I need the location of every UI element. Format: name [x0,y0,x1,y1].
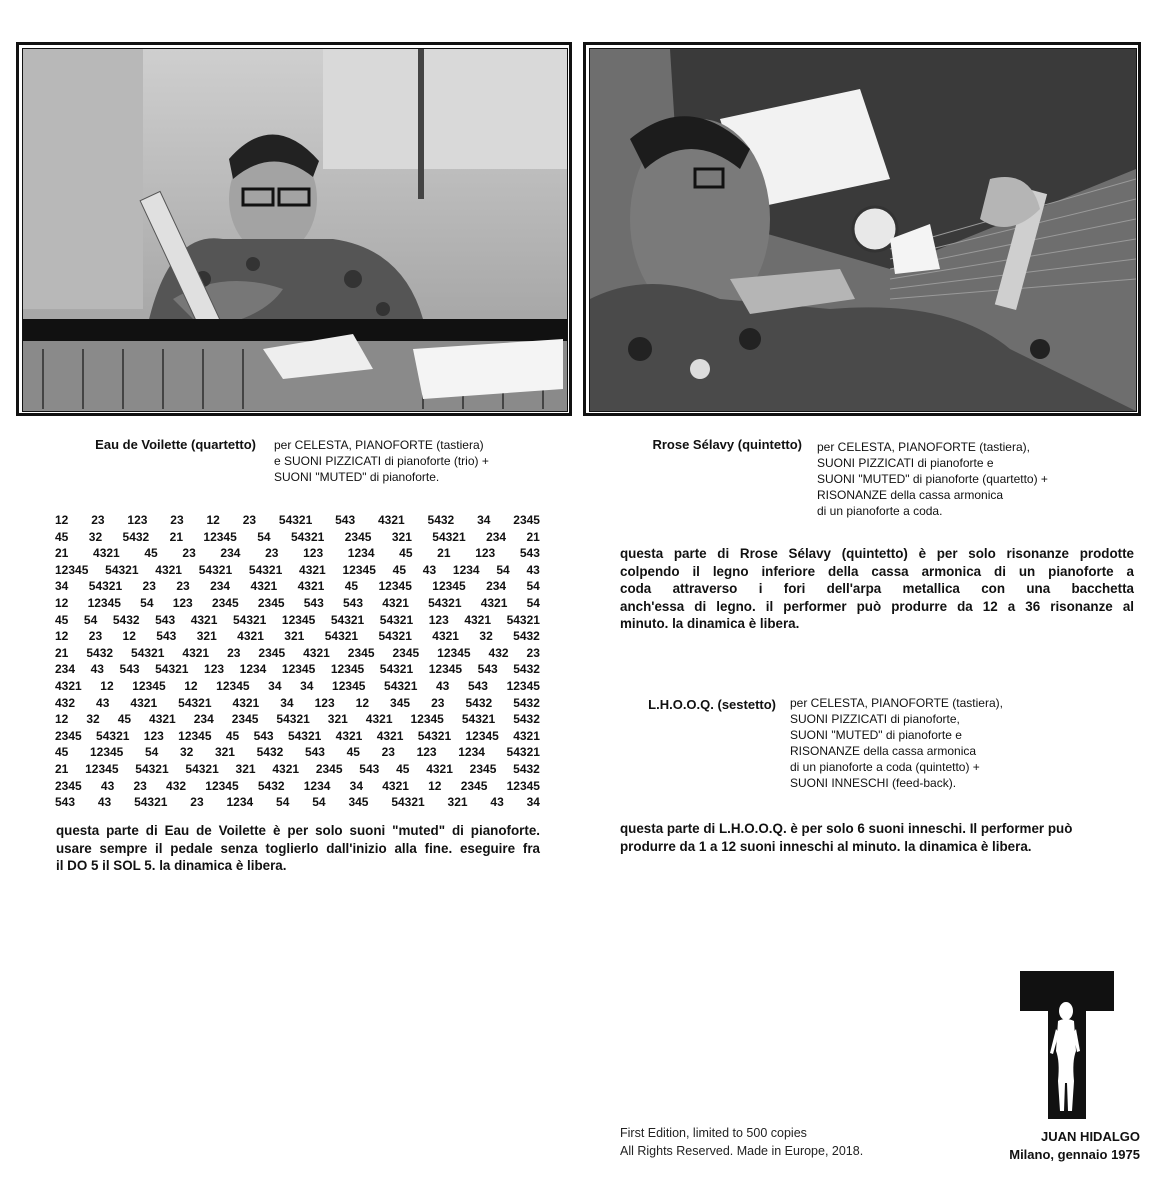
instrumentation-line: per CELESTA, PIANOFORTE (tastiera), [817,440,1030,454]
number-cell: 23 [182,546,196,561]
number-cell: 12 [100,678,114,693]
number-cell: 12345 [428,662,463,677]
number-cell: 54 [312,795,326,810]
number-cell: 4321 [377,513,405,527]
number-cell: 43 [490,795,504,810]
number-cell: 543 [119,662,140,677]
note-line: questa parte di Eau de Voilette è per solo suoni "muted" di pianoforte. [56,823,540,838]
number-cell: 23 [88,629,103,644]
number-cell: 54321 [330,612,365,627]
number-cell: 12345 [332,678,366,693]
number-cell: 234 [486,579,507,594]
number-cell: 2345 [460,778,488,793]
number-cell: 5432 [513,712,540,727]
number-cell: 234 [220,546,241,561]
number-cell: 2345 [258,645,286,660]
number-cell: 4321 [335,728,363,743]
number-cell: 43 [100,778,115,793]
number-cell: 12345 [85,761,119,776]
number-cell: 54321 [287,728,322,743]
number-cell: 12 [206,513,220,527]
number-cell: 543 [359,761,380,776]
instrumentation-line: e SUONI PIZZICATI di pianoforte (trio) + [274,454,489,468]
number-row [55,512,540,529]
piece-title-rrose-selavy: Rrose Sélavy (quintetto) [652,437,802,452]
number-cell: 12 [122,629,136,644]
number-cell: 4321 [149,712,176,727]
number-cell: 4321 [55,678,82,693]
number-cell: 54321 [178,695,212,710]
number-cell: 54321 [198,562,233,577]
number-cell: 543 [477,662,498,677]
number-cell: 4321 [513,728,540,743]
number-row [55,529,540,546]
number-cell: 234 [210,579,231,594]
number-cell: 54321 [428,595,462,610]
number-cell: 345 [348,795,369,810]
number-cell: 4321 [480,595,508,610]
number-cell: 321 [327,712,348,727]
number-cell: 5432 [427,513,455,527]
number-cell: 54321 [461,712,496,727]
number-cell: 45 [392,562,406,577]
number-cell: 54 [526,595,540,610]
number-cell: 23 [133,778,147,793]
number-cell: 54 [257,529,271,544]
note-line: minuto. la dinamica è libera. [620,616,800,631]
number-cell: 5432 [86,645,114,660]
number-cell: 21 [526,529,540,544]
number-cell: 23 [142,579,156,594]
photo-composer-writing [16,42,572,416]
instrumentation-line: SUONI INNESCHI (feed-back). [790,776,957,790]
number-cell: 43 [435,678,450,693]
number-cell: 54321 [432,529,466,544]
number-cell: 4321 [297,579,325,594]
number-cell: 2345 [392,645,420,660]
number-cell: 5432 [257,778,285,793]
number-row [55,778,540,795]
number-cell: 2345 [231,712,259,727]
number-cell: 54321 [131,645,165,660]
number-cell: 12345 [432,579,466,594]
number-cell: 543 [155,612,176,627]
number-cell: 4321 [432,629,459,644]
number-cell: 123 [314,695,335,710]
number-cell: 54321 [378,629,412,644]
number-cell: 123 [303,546,324,561]
instrumentation-line: SUONI "MUTED" di pianoforte (quartetto) + [817,472,1048,486]
number-cell: 23 [381,745,395,760]
number-cell: 2345 [315,761,343,776]
note-line: anch'essa di legno. il performer può produrre da 12 a 36 risonanze al [620,598,1134,614]
number-cell: 34 [477,513,491,527]
number-cell: 45 [55,529,69,544]
number-cell: 2345 [513,513,540,527]
number-row [55,562,540,579]
number-cell: 12 [428,778,442,793]
number-cell: 54321 [135,761,169,776]
number-cell: 12345 [132,678,166,693]
number-cell: 12345 [203,529,237,544]
number-row [55,695,540,712]
number-cell: 54 [526,579,540,594]
number-cell: 4321 [382,778,409,793]
photo-piano-man-writing [23,49,567,411]
number-cell: 23 [176,579,190,594]
number-cell: 12 [55,629,69,644]
number-cell: 234 [486,529,507,544]
number-cell: 4321 [272,761,300,776]
number-cell: 12345 [178,728,212,743]
number-cell: 432 [166,778,187,793]
number-cell: 4321 [130,695,158,710]
number-cell: 123 [172,595,193,610]
number-cell: 2345 [347,645,375,660]
number-cell: 45 [55,745,69,760]
number-row [55,761,540,778]
edition-line: First Edition, limited to 500 copies [620,1126,807,1140]
number-cell: 32 [179,745,194,760]
instrumentation-eau-de-voilette [274,437,489,485]
number-cell: 4321 [464,612,492,627]
number-cell: 43 [526,562,540,577]
number-cell: 2345 [55,728,82,743]
number-cell: 4321 [303,645,330,660]
number-cell: 45 [225,728,240,743]
number-cell: 12 [55,595,69,610]
number-row [55,628,540,645]
number-cell: 5432 [513,662,540,677]
number-cell: 32 [88,529,103,544]
number-row [55,612,540,629]
number-cell: 54321 [506,612,540,627]
number-cell: 1234 [347,546,375,561]
number-cell: 54321 [391,795,425,810]
number-cell: 123 [428,612,449,627]
number-cell: 54 [276,795,290,810]
number-cell: 5432 [465,695,493,710]
number-cell: 12345 [342,562,376,577]
number-cell: 54321 [155,662,189,677]
note-line: colpendo il legno inferiore della cassa armonica di un pianoforte a [620,563,1134,579]
number-cell: 2345 [55,778,82,793]
number-cell: 4321 [182,645,210,660]
instrumentation-line: per CELESTA, PIANOFORTE (tastiera), [790,696,1003,710]
number-cell: 12345 [216,678,250,693]
number-cell: 123 [127,513,148,527]
number-cell: 321 [391,529,412,544]
number-cell: 12345 [506,778,540,793]
number-cell: 54321 [276,712,310,727]
number-cell: 34 [55,579,69,594]
number-cell: 45 [399,546,413,561]
number-cell: 1234 [303,778,331,793]
number-cell: 4321 [376,728,404,743]
number-cell: 54 [140,595,154,610]
number-cell: 54321 [379,662,414,677]
number-cell: 4321 [382,595,409,610]
number-cell: 2345 [257,595,285,610]
author-name: JUAN HIDALGO [1041,1129,1140,1144]
number-row [55,578,540,595]
number-cell: 4321 [190,612,218,627]
number-cell: 4321 [250,579,278,594]
number-row [55,678,540,695]
number-cell: 345 [390,695,411,710]
author-place-date: Milano, gennaio 1975 [1009,1147,1140,1162]
number-cell: 54321 [88,579,123,594]
number-cell: 12 [55,513,69,527]
number-row [55,711,540,728]
number-cell: 12345 [465,728,499,743]
instrumentation-line: di un pianoforte a coda (quintetto) + [790,760,980,774]
instrumentation-line: SUONI "MUTED" di pianoforte. [274,470,440,484]
number-cell: 21 [55,546,69,561]
instrumentation-line: SUONI PIZZICATI di pianoforte e [817,456,994,470]
number-cell: 12345 [330,662,365,677]
instrumentation-lhooq [790,695,1003,791]
number-row [55,645,540,662]
number-cell: 12345 [55,562,89,577]
number-cell: 5432 [256,745,284,760]
number-cell: 543 [304,745,325,760]
number-cell: 34 [300,678,314,693]
number-cell: 43 [96,695,110,710]
number-cell: 23 [242,513,257,527]
author-signature [968,1128,1140,1164]
number-cell: 543 [335,513,356,527]
number-cell: 5432 [513,629,540,644]
edition-info [620,1124,863,1160]
number-cell: 12 [55,712,69,727]
number-row [55,595,540,612]
number-cell: 54321 [384,678,418,693]
number-cell: 123 [204,662,225,677]
number-cell: 23 [91,513,105,527]
number-cell: 321 [447,795,468,810]
number-cell: 12345 [506,678,540,693]
number-row [55,661,540,678]
number-row [55,728,540,745]
number-cell: 12 [184,678,198,693]
number-cell: 321 [196,629,217,644]
number-cell: 21 [55,645,69,660]
note-rrose-selavy [620,545,1134,633]
number-cell: 321 [214,745,235,760]
piece-title-eau-de-voilette: Eau de Voilette (quartetto) [95,437,256,452]
number-cell: 4321 [299,562,326,577]
number-cell: 45 [117,712,132,727]
number-cell: 234 [55,662,76,677]
number-cell: 4321 [232,695,260,710]
number-cell: 12345 [89,745,124,760]
number-cell: 12345 [205,778,239,793]
number-cell: 43 [422,562,437,577]
number-cell: 45 [55,612,69,627]
number-cell: 123 [416,745,437,760]
number-cell: 1234 [458,745,485,760]
number-cell: 34 [349,778,364,793]
number-cell: 45 [346,745,360,760]
number-cell: 12345 [87,595,121,610]
number-row [55,794,540,811]
number-cell: 543 [253,728,274,743]
number-cell: 45 [344,579,359,594]
number-cell: 34 [526,795,540,810]
number-cell: 12 [355,695,370,710]
number-cell: 32 [86,712,100,727]
note-line: questa parte di Rrose Sélavy (quintetto) è per solo risonanze prodotte [620,546,1134,561]
number-cell: 12345 [281,612,316,627]
number-cell: 543 [519,546,540,561]
number-cell: 23 [227,645,241,660]
number-cell: 23 [170,513,184,527]
number-cell: 32 [479,629,493,644]
number-cell: 54 [496,562,510,577]
number-cell: 34 [280,695,294,710]
number-cell: 45 [396,761,410,776]
number-row [55,545,540,562]
number-cell: 5432 [122,529,150,544]
number-cell: 123 [143,728,164,743]
number-cell: 321 [235,761,256,776]
number-cell: 1234 [226,795,254,810]
instrumentation-line: RISONANZE della cassa armonica [790,744,977,758]
number-cell: 21 [169,529,183,544]
number-cell: 54321 [417,728,452,743]
number-cell: 54321 [185,761,219,776]
instrumentation-line: SUONI "MUTED" di pianoforte e [790,728,962,742]
number-cell: 432 [488,645,509,660]
photo-piano-man-stopwatch [590,49,1136,411]
number-cell: 4321 [365,712,393,727]
note-line: produrre da 1 a 12 suoni inneschi al minuto. la dinamica è libera. [620,838,1032,854]
number-cell: 234 [193,712,214,727]
note-eau-de-voilette [56,822,540,875]
number-cell: 43 [90,662,104,677]
number-cell: 12345 [281,662,316,677]
photo-composer-at-piano-strings [583,42,1141,416]
number-cell: 54321 [278,513,313,527]
number-cell: 54 [83,612,98,627]
number-cell: 321 [284,629,305,644]
number-cell: 23 [431,695,445,710]
note-line: usare sempre il pedale senza toglierlo dall'inizio alla fine. eseguire fra [56,840,540,856]
instrumentation-line: per CELESTA, PIANOFORTE (tastiera) [274,438,484,452]
number-cell: 54321 [134,795,168,810]
number-cell: 2345 [211,595,239,610]
number-cell: 1234 [452,562,480,577]
number-cell: 23 [190,795,204,810]
number-cell: 2345 [469,761,497,776]
instrumentation-line: di un pianoforte a coda. [817,504,943,518]
number-cell: 45 [144,546,158,561]
note-line: questa parte di L.H.O.O.Q. è per solo 6 suoni inneschi. Il performer può [620,821,1073,836]
number-cell: 4321 [155,562,182,577]
instrumentation-rrose-selavy [817,439,1048,519]
number-cell: 54321 [248,562,283,577]
number-cell: 543 [342,595,364,610]
number-cell: 54321 [290,529,325,544]
number-cell: 4321 [426,761,453,776]
number-cell: 543 [303,595,324,610]
number-cell: 432 [55,695,76,710]
number-cell: 1234 [239,662,267,677]
number-cell: 5432 [513,695,540,710]
number-cell: 54 [144,745,159,760]
number-cell: 12345 [378,579,412,594]
number-cell: 54321 [96,728,130,743]
number-cell: 54321 [506,745,540,760]
instrumentation-line: RISONANZE della cassa armonica [817,488,1004,502]
note-line: coda attraverso i fori dell'arpa metallica con una bacchetta [620,581,1134,596]
number-cell: 54321 [324,629,359,644]
number-cell: 43 [97,795,112,810]
number-cell: 23 [526,645,540,660]
zaj-t-logo-icon [1020,971,1114,1119]
number-cell: 23 [265,546,279,561]
number-cell: 54321 [232,612,267,627]
note-line: il DO 5 il SOL 5. la dinamica è libera. [56,858,287,873]
number-row [55,744,540,761]
number-cell: 5432 [112,612,140,627]
number-cell: 543 [55,795,76,810]
number-cell: 4321 [93,546,120,561]
number-cell: 12345 [410,712,444,727]
number-cell: 5432 [513,761,540,776]
copyright-line: All Rights Reserved. Made in Europe, 2018. [620,1144,864,1158]
number-cell: 54321 [105,562,139,577]
note-lhooq [620,820,1090,855]
number-score [55,512,540,811]
number-cell: 12345 [437,645,471,660]
number-cell: 54321 [379,612,414,627]
number-cell: 4321 [237,629,264,644]
number-cell: 2345 [344,529,372,544]
piece-title-lhooq: L.H.O.O.Q. (sestetto) [648,697,776,712]
number-cell: 21 [55,761,69,776]
number-cell: 123 [475,546,496,561]
number-cell: 21 [437,546,451,561]
number-cell: 34 [268,678,282,693]
instrumentation-line: SUONI PIZZICATI di pianoforte, [790,712,960,726]
number-cell: 543 [156,629,177,644]
number-cell: 543 [467,678,488,693]
